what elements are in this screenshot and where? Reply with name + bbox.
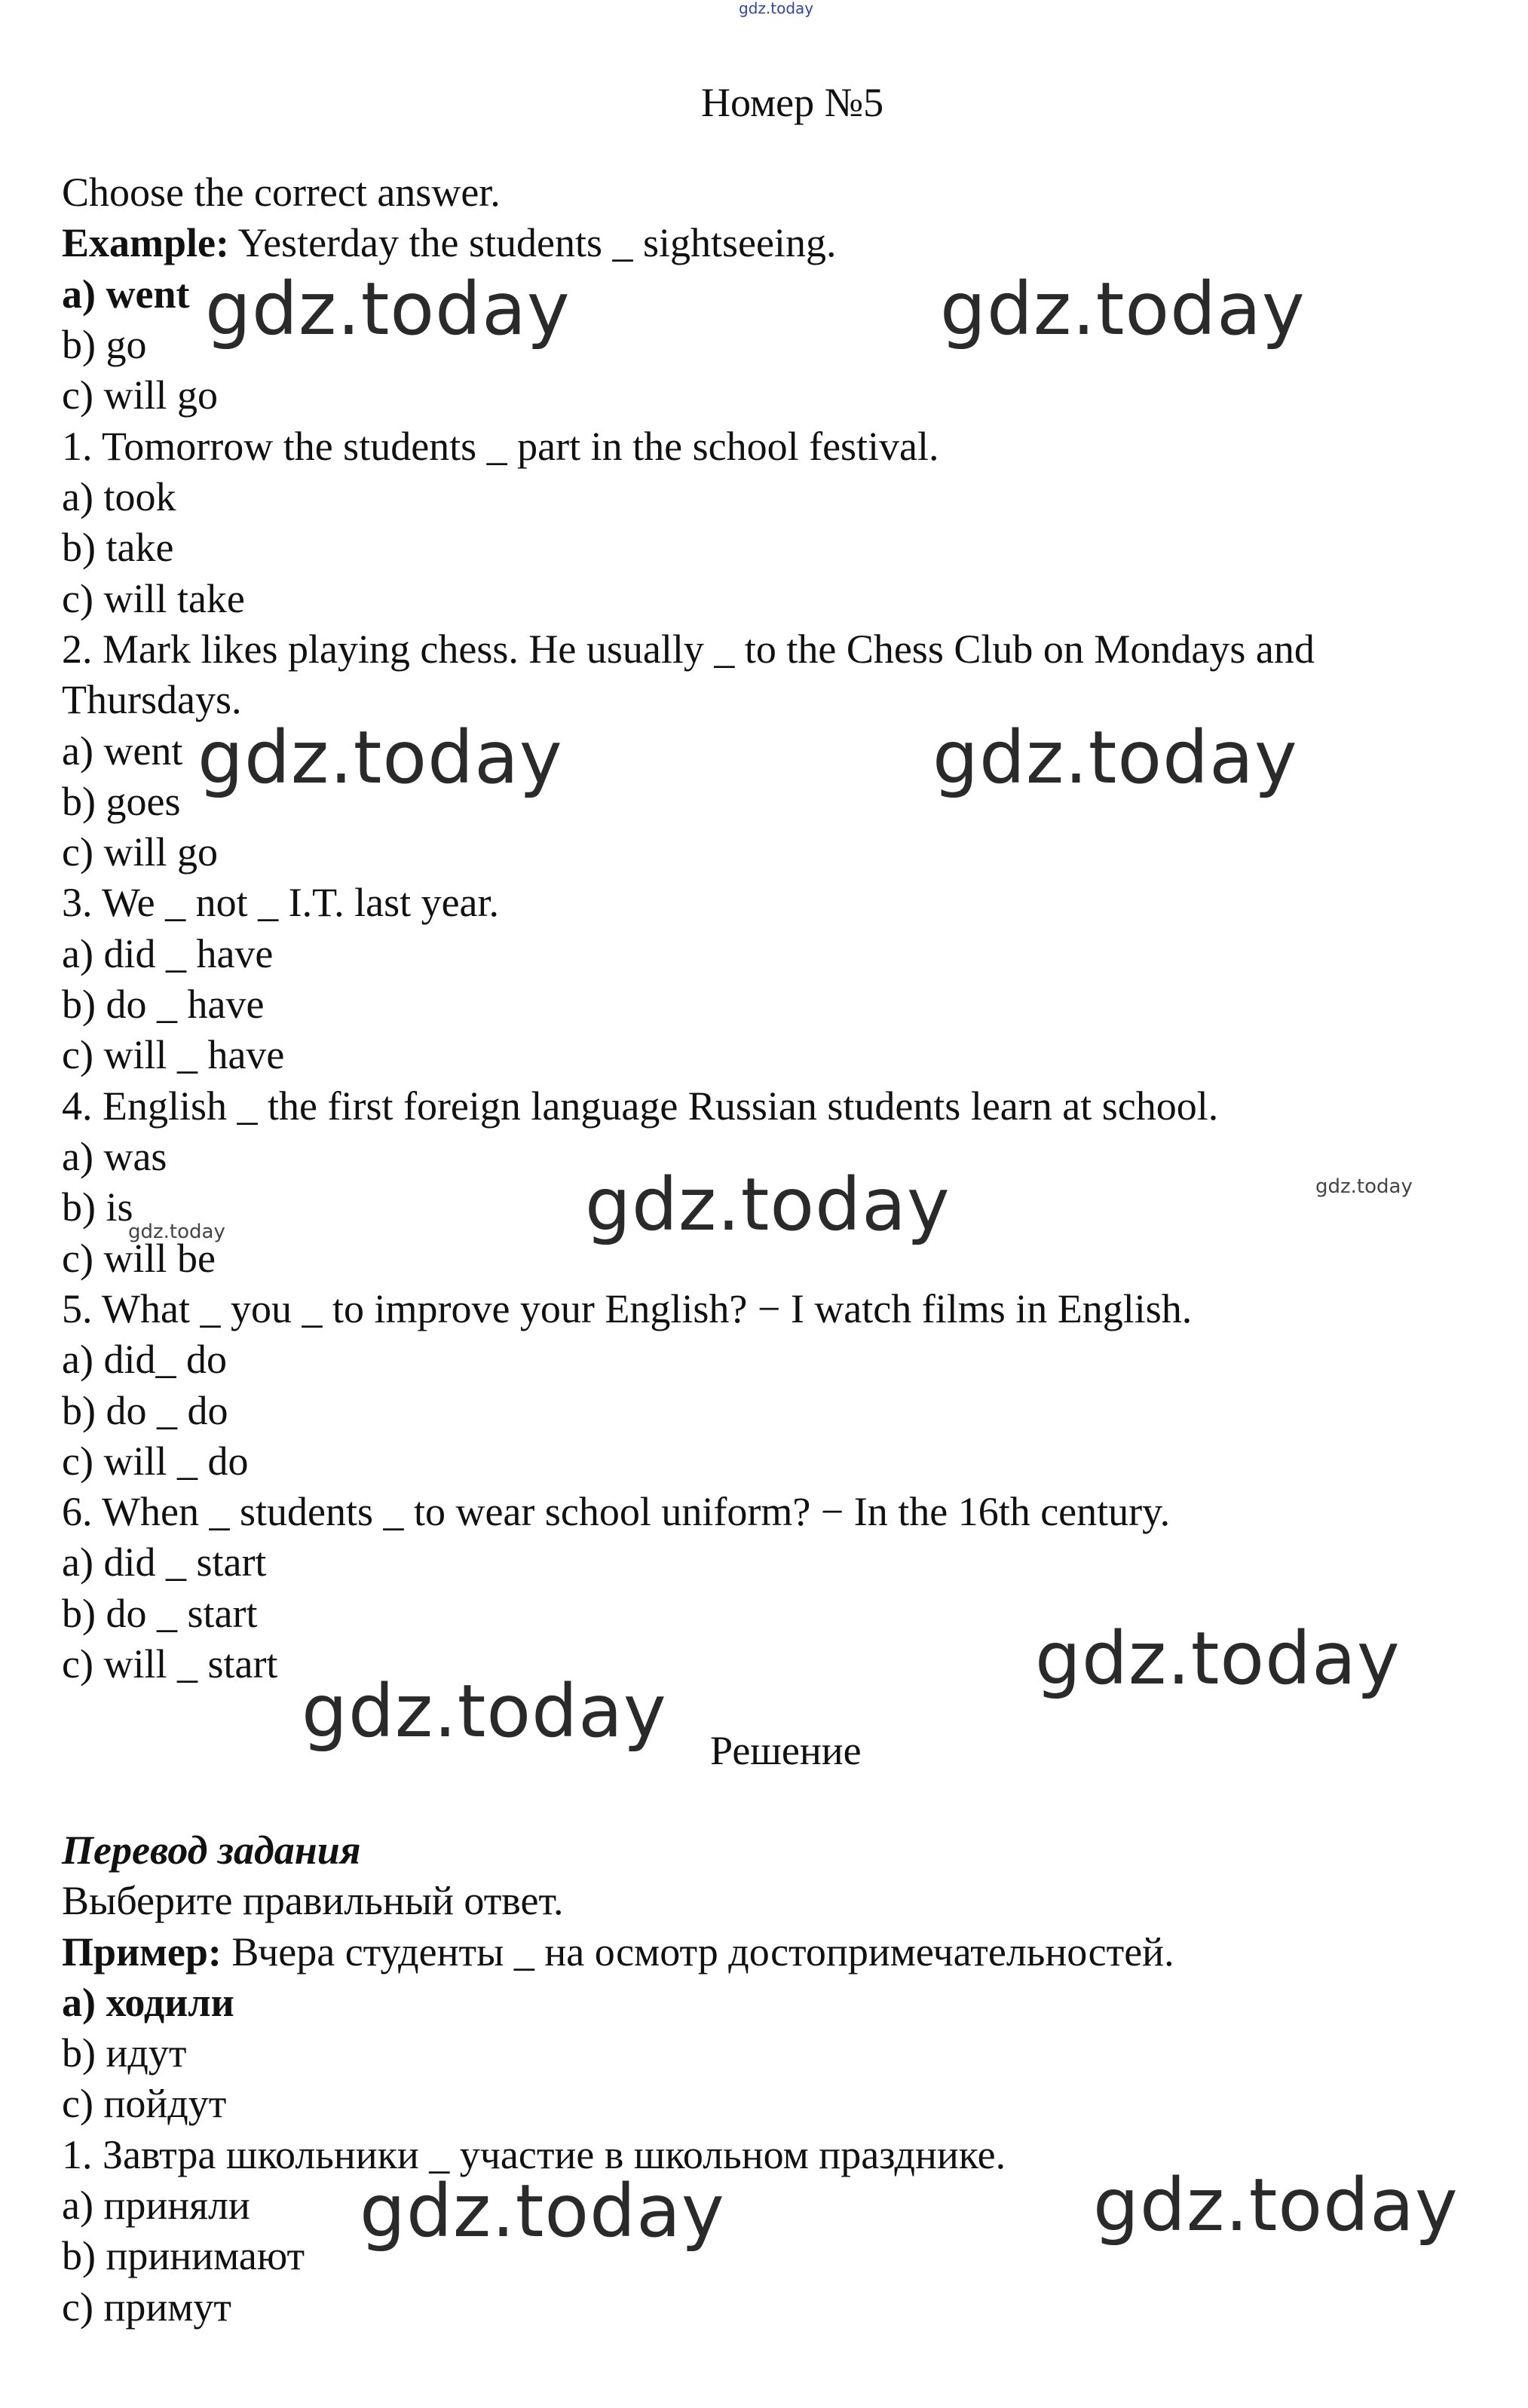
question-5-option-b: b) do _ do: [62, 1388, 228, 1433]
question-1: 1. Tomorrow the students _ part in the school festival.: [62, 424, 939, 469]
watermark: gdz.today: [360, 2169, 725, 2253]
translation-example-option-a: a) ходили: [62, 1980, 234, 2025]
watermark: gdz.today: [585, 1163, 951, 1247]
example-line: [62, 220, 836, 265]
translation-question-1: 1. Завтра школьники _ участие в школьном празднике.: [62, 2132, 1006, 2177]
solution-label: Решение: [710, 1728, 862, 1773]
question-4-option-c: c) will be: [62, 1236, 216, 1281]
watermark: gdz.today: [302, 1669, 667, 1754]
watermark: gdz.today: [932, 715, 1298, 800]
example-option-a: a) went: [62, 271, 190, 317]
example-option-b: b) go: [62, 322, 147, 367]
watermark: gdz.today: [205, 267, 571, 351]
example-option-c: c) will go: [62, 372, 218, 418]
question-4-option-b: b) is: [62, 1184, 133, 1230]
question-5-option-a: a) did_ do: [62, 1337, 227, 1382]
question-3-option-c: c) will _ have: [62, 1032, 285, 1077]
question-6: 6. When _ students _ to wear school uniform? − In the 16th century.: [62, 1489, 1171, 1534]
translation-heading: Перевод задания: [62, 1827, 361, 1873]
question-6-option-b: b) do _ start: [62, 1591, 258, 1636]
translation-instruction: Выберите правильный ответ.: [62, 1878, 564, 1923]
translation-example-text: Вчера студенты _ на осмотр достопримечательностей.: [221, 1929, 1174, 1974]
question-1-option-b: b) take: [62, 525, 174, 570]
question-5-option-c: c) will _ do: [62, 1438, 249, 1484]
translation-example-option-c: c) пойдут: [62, 2081, 227, 2126]
watermark: gdz.today: [1035, 1616, 1401, 1701]
page-title: Номер №5: [701, 80, 884, 125]
question-1-option-a: a) took: [62, 474, 176, 519]
top-watermark: gdz.today: [739, 0, 814, 17]
question-3-option-a: a) did _ have: [62, 931, 274, 976]
question-4-option-a: a) was: [62, 1134, 167, 1179]
question-6-option-a: a) did _ start: [62, 1539, 267, 1585]
watermark-small: gdz.today: [128, 1221, 225, 1243]
watermark: gdz.today: [1093, 2163, 1459, 2247]
question-2-cont: Thursdays.: [62, 677, 242, 722]
question-3-option-b: b) do _ have: [62, 982, 265, 1027]
question-2-option-a: a) went: [62, 728, 183, 774]
question-2: 2. Mark likes playing chess. He usually _ to the Chess Club on Mondays and: [62, 627, 1315, 672]
translation-example-line: [62, 1929, 1174, 1974]
translation-question-1-option-b: b) принимают: [62, 2233, 305, 2278]
translation-question-1-option-a: a) приняли: [62, 2183, 250, 2228]
instruction: Choose the correct answer.: [62, 170, 501, 215]
question-2-option-c: c) will go: [62, 829, 218, 875]
question-5: 5. What _ you _ to improve your English? − I watch films in English.: [62, 1286, 1193, 1331]
translation-example-option-b: b) идут: [62, 2030, 187, 2076]
question-1-option-c: c) will take: [62, 576, 245, 621]
question-6-option-c: c) will _ start: [62, 1641, 278, 1687]
translation-example-label: Пример:: [62, 1929, 222, 1974]
watermark: gdz.today: [940, 267, 1306, 351]
watermark-small: gdz.today: [1315, 1175, 1413, 1198]
question-4: 4. English _ the first foreign language Russian students learn at school.: [62, 1083, 1219, 1129]
translation-question-1-option-c: c) примут: [62, 2284, 232, 2330]
example-text: Yesterday the students _ sightseeing.: [229, 220, 837, 265]
question-2-option-b: b) goes: [62, 779, 181, 824]
question-3: 3. We _ not _ I.T. last year.: [62, 880, 500, 925]
watermark: gdz.today: [198, 715, 563, 800]
example-label: Example:: [62, 220, 229, 265]
